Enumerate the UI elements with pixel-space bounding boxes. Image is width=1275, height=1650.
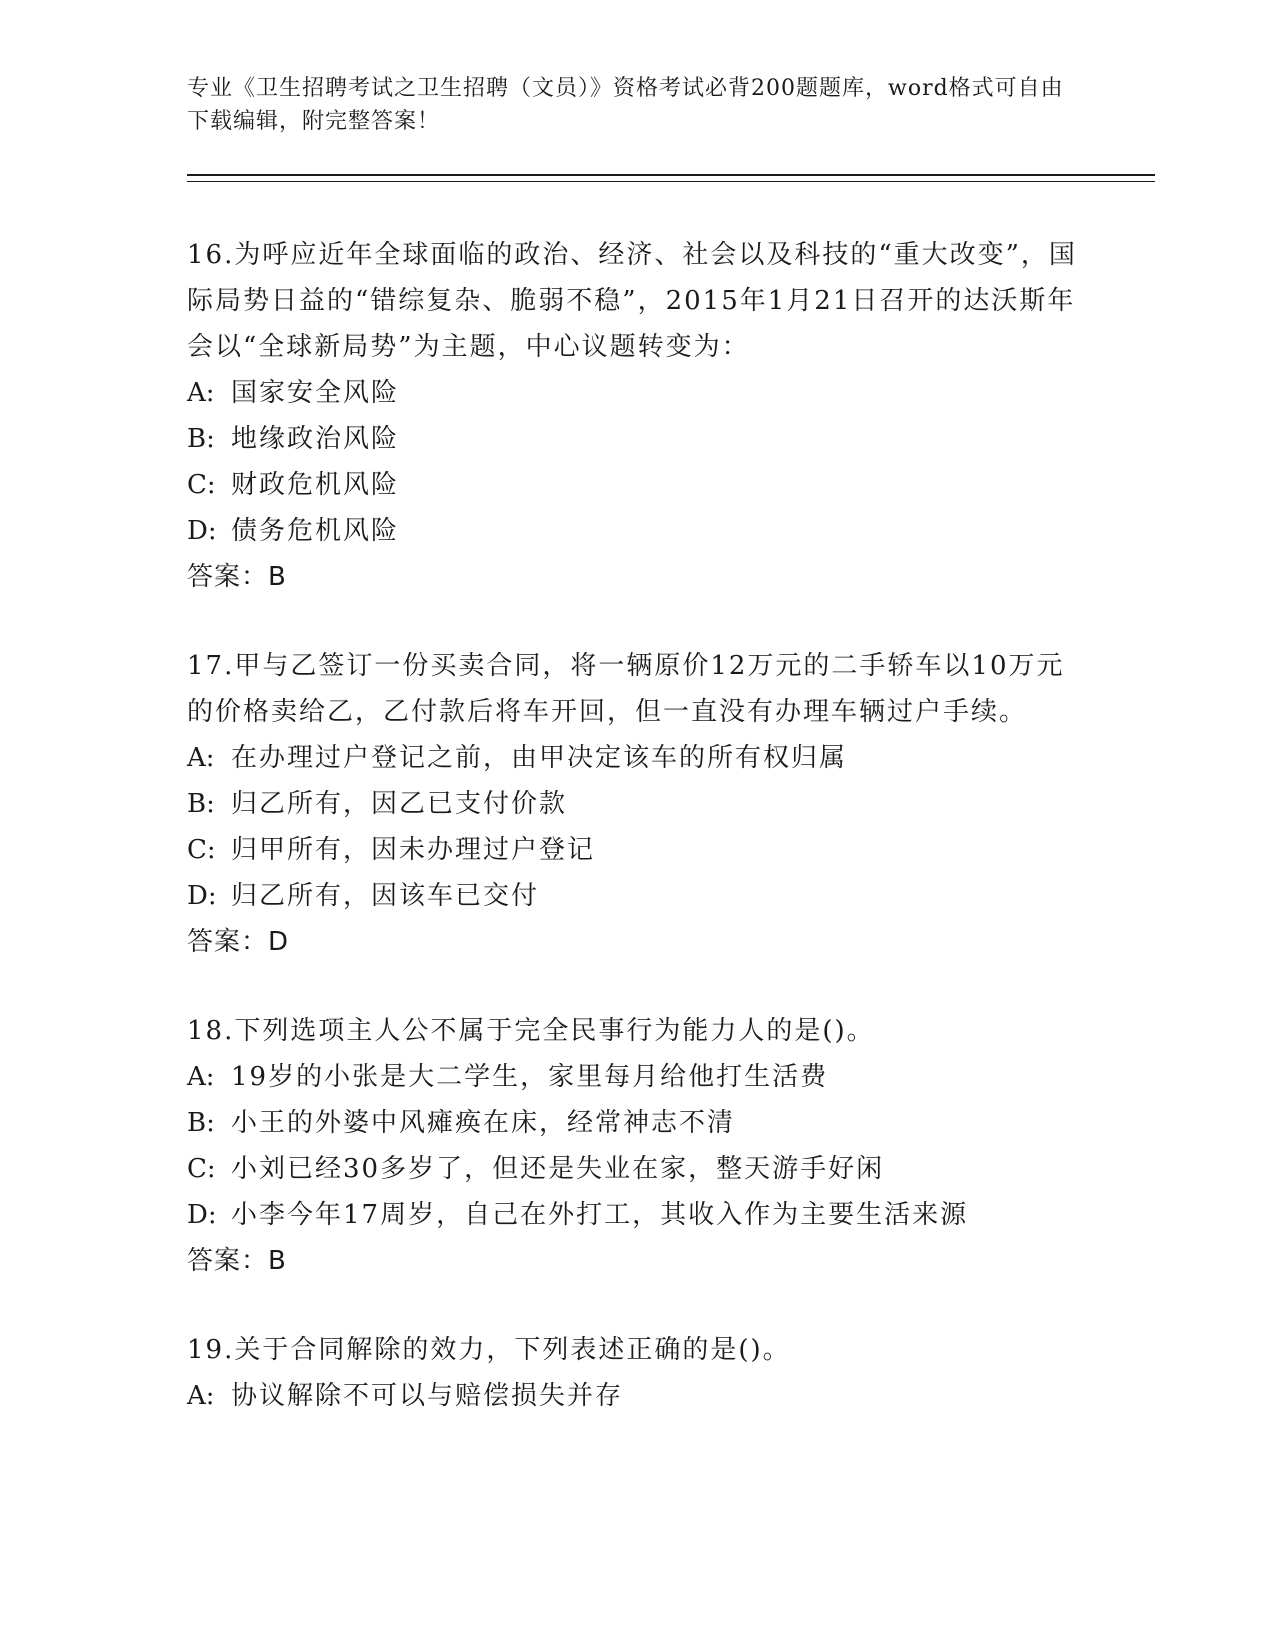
option-key: C:	[187, 1154, 216, 1184]
question-stem: 17.甲与乙签订一份买卖合同，将一辆原价12万元的二手轿车以10万元的价格卖给乙，乙付款后将车开回，但一直没有办理车辆过户手续。	[187, 651, 1065, 727]
option-a	[187, 735, 1147, 781]
option-text: 在办理过户登记之前，由甲决定该车的所有权归属	[231, 743, 848, 773]
option-text: 19岁的小张是大二学生，家里每月给他打生活费	[231, 1062, 829, 1092]
option-d	[187, 508, 1147, 554]
document-page	[187, 72, 1147, 1462]
option-text: 小王的外婆中风瘫痪在床，经常神志不清	[231, 1108, 736, 1138]
option-b	[187, 416, 1147, 462]
option-d	[187, 873, 1147, 919]
answer-line: 答案：B	[187, 562, 287, 592]
option-key: A:	[187, 1062, 215, 1092]
option-text: 小刘已经30多岁了，但还是失业在家，整天游手好闲	[231, 1154, 885, 1184]
option-text: 地缘政治风险	[231, 424, 400, 454]
option-c	[187, 462, 1147, 508]
document-header: 专业《卫生招聘考试之卫生招聘（文员）》资格考试必背200题题库，word格式可自由下载编辑，附完整答案！	[187, 76, 1064, 134]
option-text: 归乙所有，因该车已交付	[231, 881, 540, 911]
option-key: A:	[187, 743, 215, 773]
option-a	[187, 1373, 1147, 1419]
option-key: A:	[187, 1381, 215, 1411]
option-key: D:	[187, 516, 217, 546]
question-18	[187, 1008, 1147, 1284]
option-text: 协议解除不可以与赔偿损失并存	[231, 1381, 624, 1411]
option-b	[187, 781, 1147, 827]
option-c	[187, 827, 1147, 873]
question-stem: 18.下列选项主人公不属于完全民事行为能力人的是()。	[187, 1016, 875, 1046]
option-b	[187, 1100, 1147, 1146]
option-key: D:	[187, 1200, 217, 1230]
answer-line: 答案：D	[187, 927, 290, 957]
option-key: C:	[187, 835, 216, 865]
option-d	[187, 1192, 1147, 1238]
option-key: C:	[187, 470, 216, 500]
question-19	[187, 1327, 1147, 1419]
option-text: 国家安全风险	[231, 378, 400, 408]
option-text: 小李今年17周岁，自己在外打工，其收入作为主要生活来源	[231, 1200, 969, 1230]
question-stem: 16.为呼应近年全球面临的政治、经济、社会以及科技的“重大改变”，国际局势日益的“错综复杂、脆弱不稳”，2015年1月21日召开的达沃斯年会以“全球新局势”为主题，中心议题转变为：	[187, 240, 1077, 362]
option-text: 财政危机风险	[231, 470, 400, 500]
option-text: 归甲所有，因未办理过户登记	[231, 835, 596, 865]
option-key: B:	[187, 424, 215, 454]
question-16	[187, 232, 1147, 600]
option-text: 债务危机风险	[231, 516, 400, 546]
answer-line: 答案：B	[187, 1246, 287, 1276]
option-a	[187, 1054, 1147, 1100]
option-key: A:	[187, 378, 215, 408]
option-a	[187, 370, 1147, 416]
option-text: 归乙所有，因乙已支付价款	[231, 789, 568, 819]
question-list	[187, 232, 1147, 1419]
header-divider	[187, 174, 1155, 182]
option-key: D:	[187, 881, 217, 911]
question-17	[187, 643, 1147, 965]
option-key: B:	[187, 789, 215, 819]
question-stem: 19.关于合同解除的效力，下列表述正确的是()。	[187, 1335, 791, 1365]
option-key: B:	[187, 1108, 215, 1138]
option-c	[187, 1146, 1147, 1192]
